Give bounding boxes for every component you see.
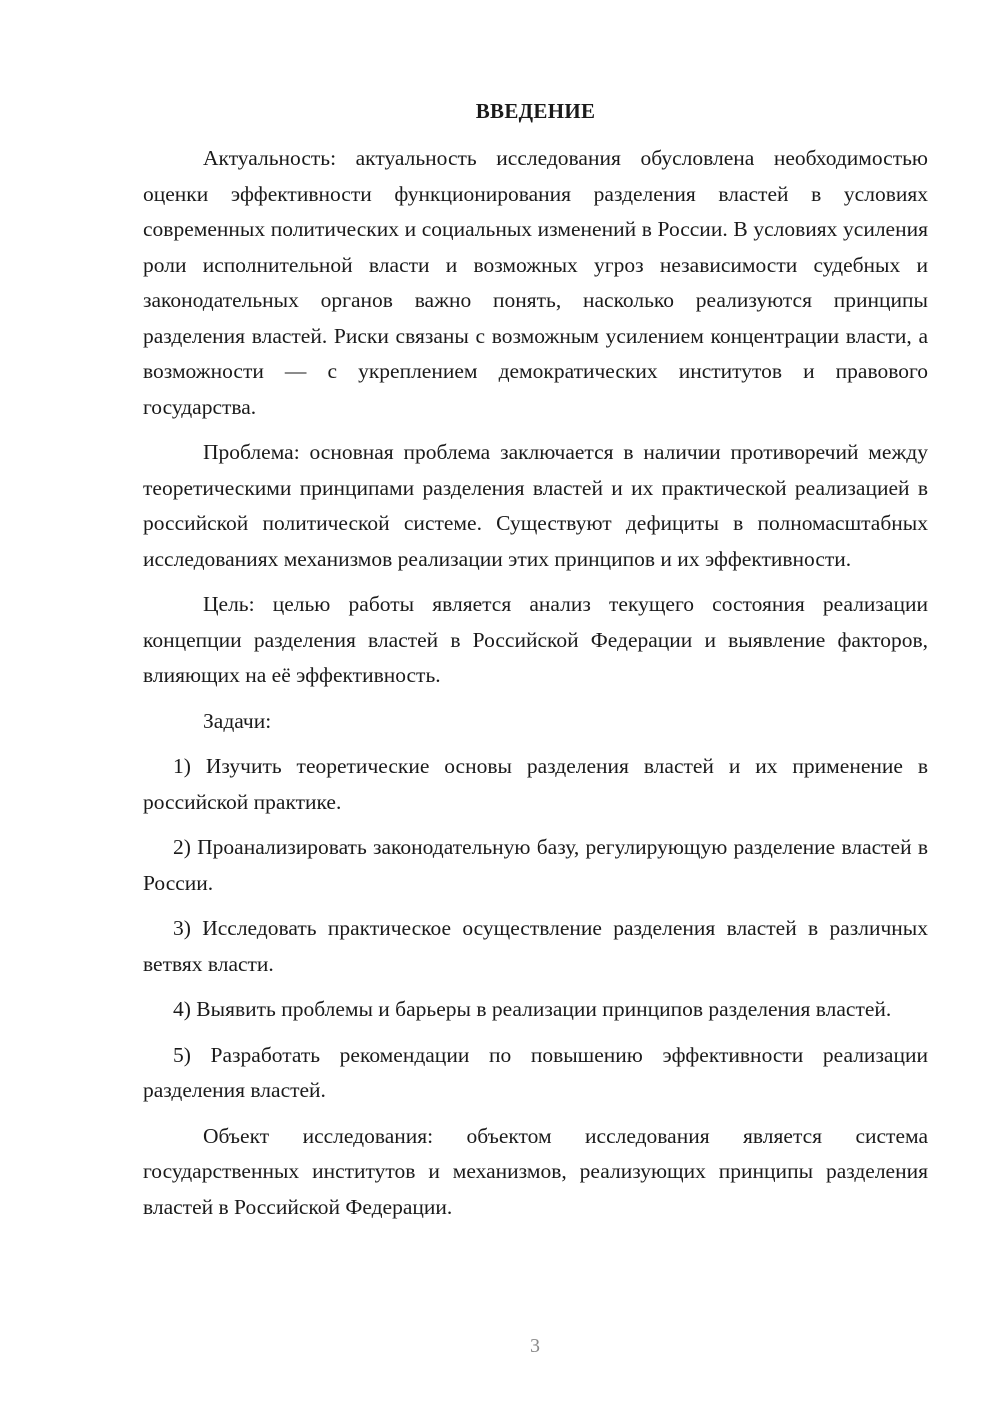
document-body bbox=[143, 141, 928, 1235]
task-item-5: 5) Разработать рекомендации по повышению эффективности реализации разделения властей. bbox=[143, 1042, 928, 1102]
section-title: ВВЕДЕНИЕ bbox=[475, 99, 596, 123]
page-number: 3 bbox=[530, 1335, 540, 1357]
goal-paragraph: Цель: целью работы является анализ текущего состояния реализации концепции разделения властей в Российской Федерации и выявление факторов, влияющих на её эффективность. bbox=[143, 592, 928, 687]
problem-paragraph: Проблема: основная проблема заключается в наличии противоречий между теоретическими принципами разделения властей и их практической реализацией в российской политической системе. Существуют дефициты в полномасштабных исследованиях механизмов реализации этих принципов и их эффективности. bbox=[143, 440, 928, 571]
tasks-heading: Задачи: bbox=[203, 708, 272, 733]
relevance-paragraph: Актуальность: актуальность исследования обусловлена необходимостью оценки эффективности функционирования разделения властей в условиях современных политических и социальных изменений в России. В условиях усиления роли исполнительной власти и возможных угроз независимости судебных и законодательных органов важно понять, насколько реализуются принципы разделения властей. Риски связаны с возможным усилением концентрации власти, а возможности — с укреплением демократических институтов и правового государства. bbox=[143, 146, 928, 419]
task-item-4: 4) Выявить проблемы и барьеры в реализации принципов разделения властей. bbox=[173, 997, 892, 1021]
task-item-1: 1) Изучить теоретические основы разделения властей и их применение в российской практике. bbox=[143, 754, 928, 814]
task-item-2: 2) Проанализировать законодательную базу, регулирующую разделение властей в России. bbox=[143, 835, 928, 895]
research-object-paragraph: Объект исследования: объектом исследования является система государственных институтов и механизмов, реализующих принципы разделения властей в Российской Федерации. bbox=[143, 1123, 928, 1219]
task-item-3: 3) Исследовать практическое осуществление разделения властей в различных ветвях власти. bbox=[143, 916, 928, 976]
